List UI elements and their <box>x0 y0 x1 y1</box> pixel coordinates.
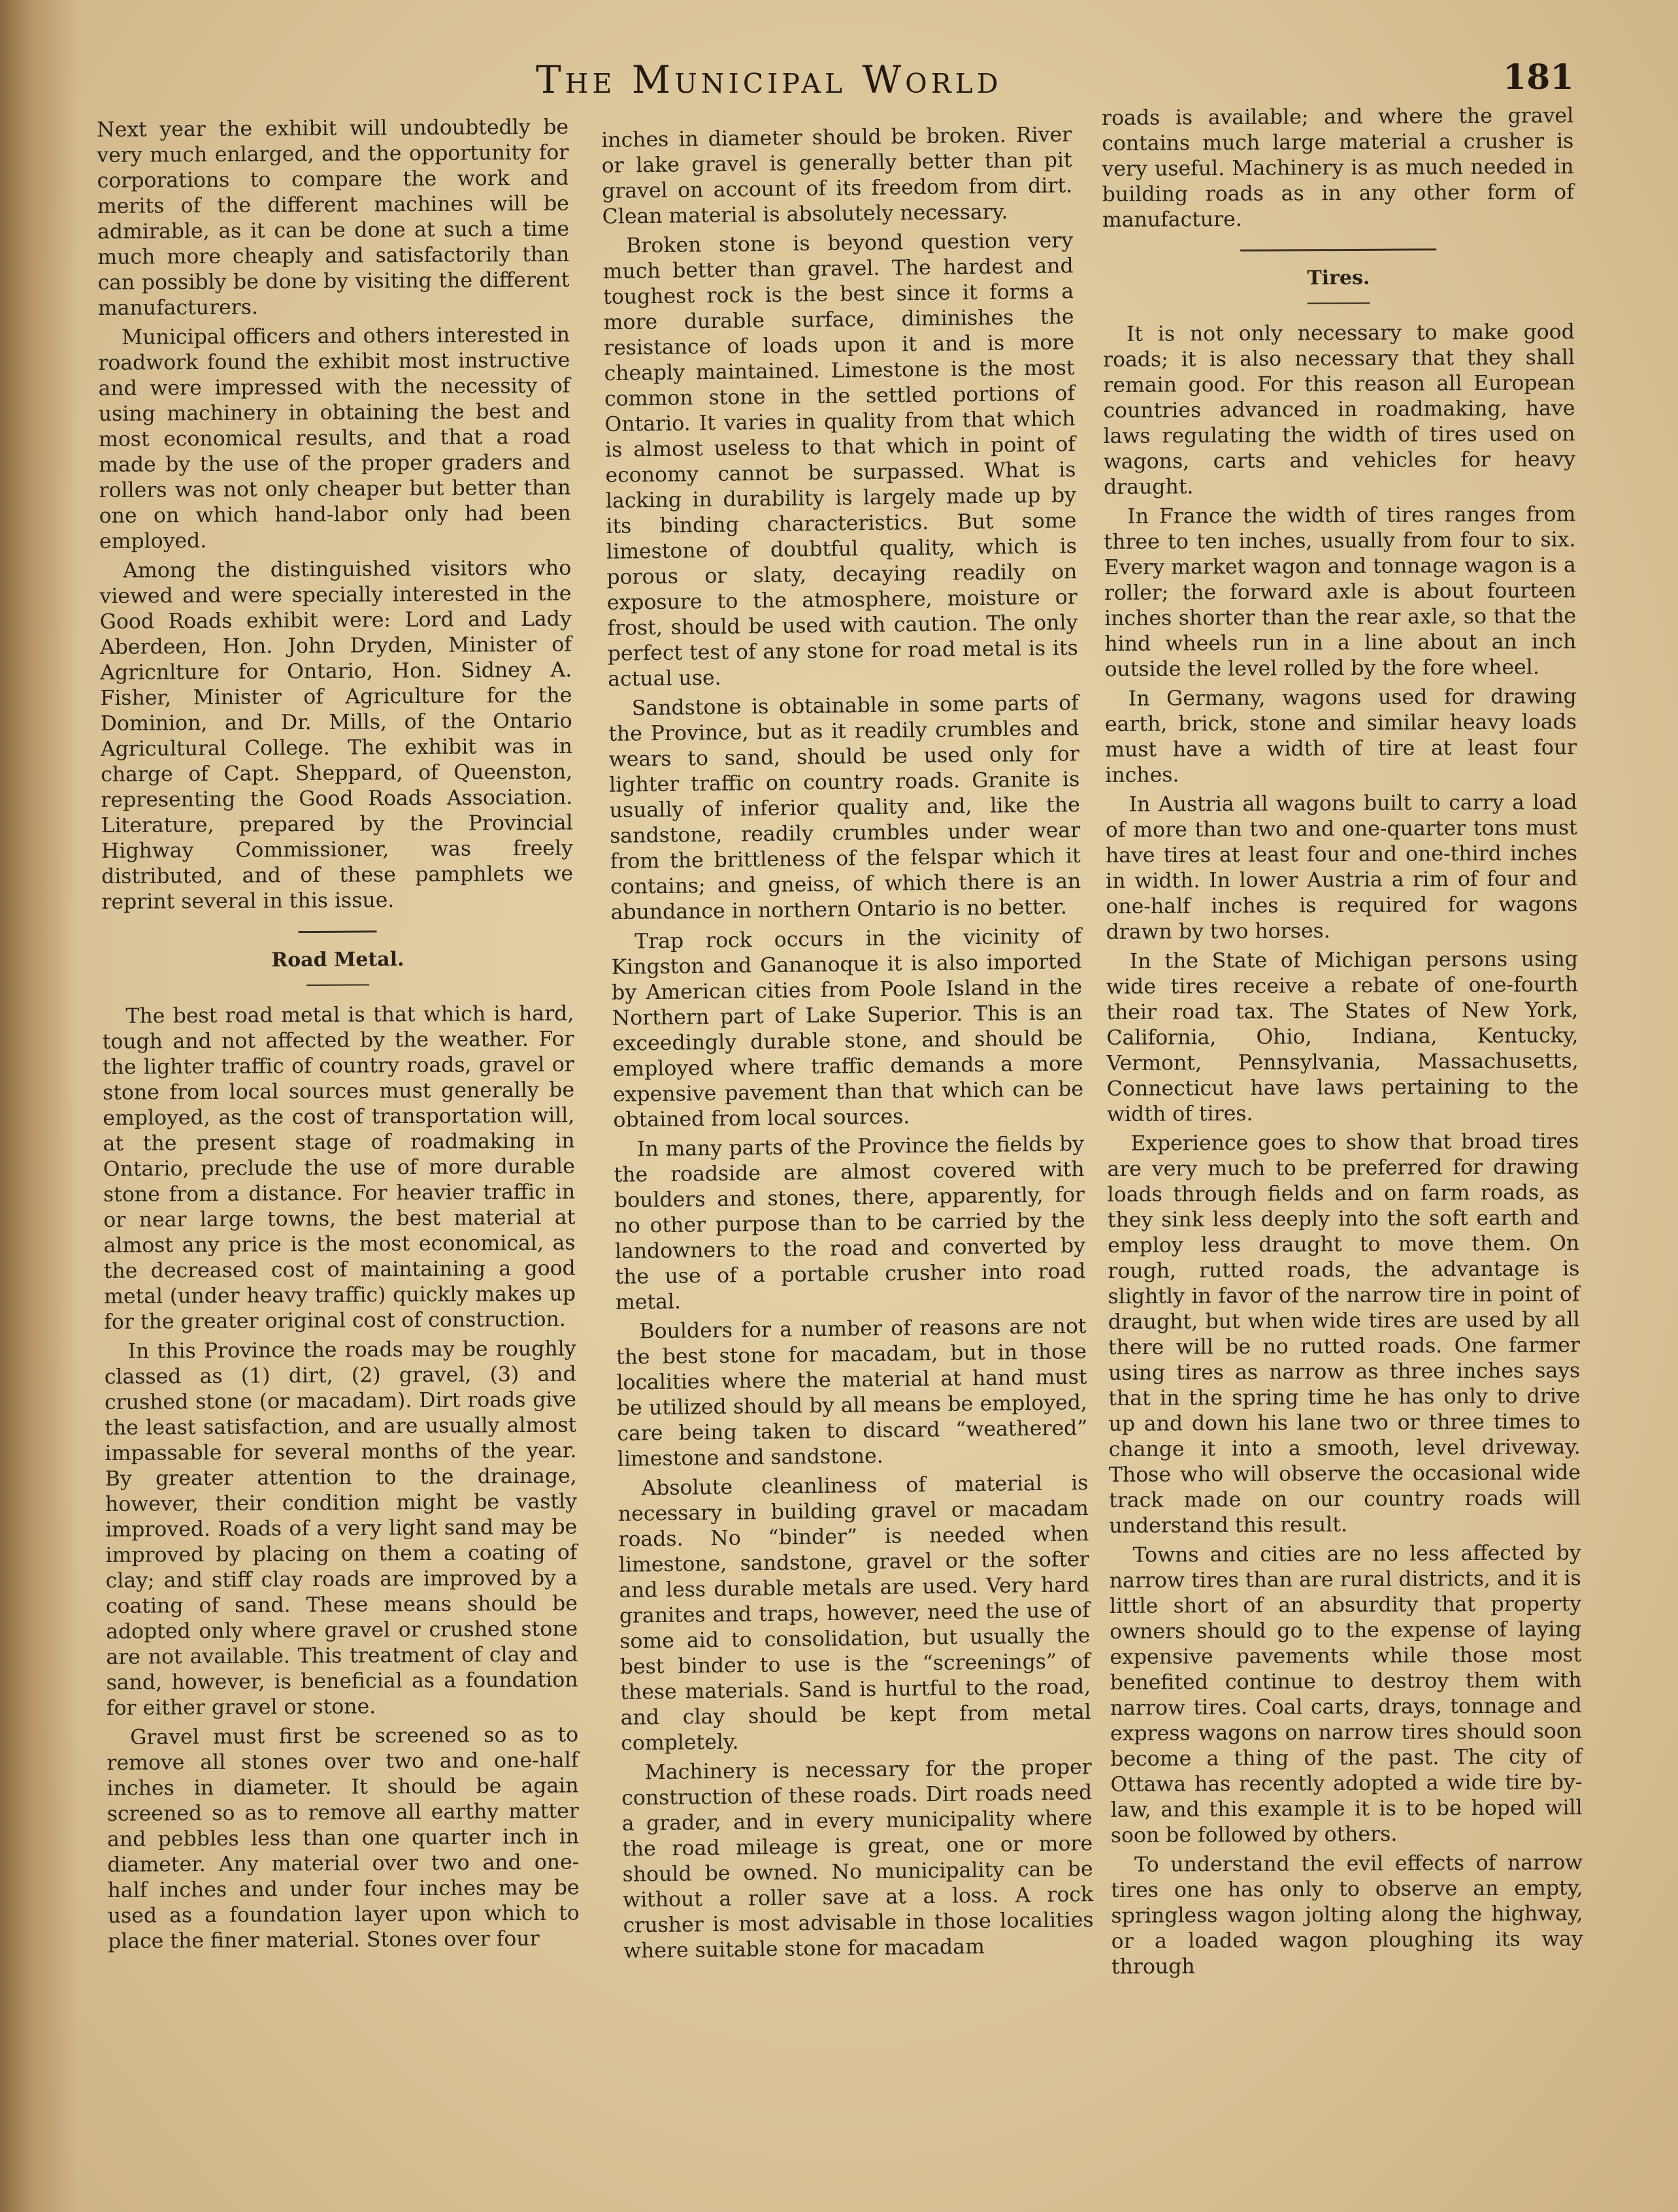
paragraph: Machinery is necessary for the proper construction of these roads. Dirt roads need a grader, and in every municipality where the road mileage is great, one or more should be owned. No municipality can be without a roller save at a loss. A rock crusher is most advisable in those localities where suitable stone for macadam <box>621 1755 1094 1963</box>
section-heading: Tires. <box>1307 266 1370 290</box>
paragraph: In Germany, wagons used for drawing earth, brick, stone and similar heavy loads must have a width of tire at least four inches. <box>1104 685 1577 787</box>
paragraph: roads is available; and where the gravel contains much large material a crusher is very useful. Machinery is as much needed in building roads as in any other form of manufacture. <box>1102 104 1574 232</box>
binding-shadow <box>0 0 78 2212</box>
paragraph: In this Province the roads may be roughly classed as (1) dirt, (2) gravel, (3) and crushed stone (or macadam). Dirt roads give the least satisfaction, and are usually almost impassable for several months of the year. By greater attention to the drainage, however, their condition might be vastly improved. Roads of a very light sand may be improved by placing on them a coating of clay; and stiff clay roads are improved by a coating of sand. These means should be adopted only where gravel or crushed stone are not available. This treatment of clay and sand, however, is beneficial as a foundation for either gravel or stone. <box>104 1337 578 1720</box>
divider <box>1308 302 1370 304</box>
column-3 <box>1102 103 1583 1984</box>
column-2 <box>601 122 1094 1968</box>
paragraph: Broken stone is beyond question very much better than gravel. The hardest and toughest rock is the best since it forms a more durable surface, diminishes the resistance of loads upon it and is more cheaply maintained. Limestone is the most common stone in the settled portions of Ontario. It varies in quality from that which is almost useless to that which in point of economy cannot be surpassed. What is lacking in durability is largely made up by its binding characteristics. But some limestone of doubtful quality, which is porous or slaty, decaying readily on exposure to the atmosphere, moisture or frost, should be used with caution. The only perfect test of any stone for road metal is its actual use. <box>602 229 1079 691</box>
paragraph: Gravel must first be screened so as to remove all stones over two and one-half inches in diameter. It should be again screened so as to remove all earthy matter and pebbles less than one quarter inch in diameter. Any material over two and one-half inches and under four inches may be used as a foundation layer upon which to place the finer material. Stones over four <box>107 1723 580 1953</box>
page-header <box>536 57 1581 110</box>
paragraph: Trap rock occurs in the vicinity of Kingston and Gananoque it is also imported by American cities from Poole Island in the Northern part of Lake Superior. This is an exceedingly durable stone, and should be employed where traffic demands a more expensive pavement than that which can be obtained from local sources. <box>611 924 1084 1132</box>
paragraph: Among the distinguished visitors who viewed and were specially interested in the Good Roads exhibit were: Lord and Lady Aberdeen, Hon. John Dryden, Minister of Agricnlture for Ontario, Hon. Sidney A. Fisher, Minister of Agriculture for the Dominion, and Dr. Mills, of the Ontario Agricultural College. The exhibit was in charge of Capt. Sheppard, of Queenston, representing the Good Roads Association. Literature, prepared by the Provincial Highway Commissioner, was freely distributed, and of these pamphlets we reprint several in this issue. <box>99 556 574 914</box>
paragraph: In Austria all wagons built to carry a load of more than two and one-quarter tons must have tires at least four and one-third inches in width. In lower Austria a rim of four and one-half inches is required for wagons drawn by two horses. <box>1105 790 1578 944</box>
paragraph: Municipal officers and others interested in roadwork found the exhibit most instructive and were impressed with the necessity of using machinery in obtaining the best and most economical results, and that a road made by the use of the proper graders and rollers was not only cheaper but better than one on which hand-labor only had been employed. <box>98 323 571 553</box>
divider <box>1240 248 1436 252</box>
paragraph: Sandstone is obtainable in some parts of the Province, but as it readily crumbles and wears to sand, should be used only for lighter traffic on country roads. Granite is usually of inferior quality and, like the sandstone, readily crumbles under wear from the brittleness of the felspar which it contains; and gneiss, of which there is an abundance in northern Ontario is no better. <box>608 691 1081 924</box>
column-1 <box>97 115 580 1959</box>
paragraph: Boulders for a number of reasons are not the best stone for macadam, but in those localities where the material at hand must be utilized should by all means be employed, care being taken to discard “weathered” limestone and sandstone. <box>616 1314 1088 1471</box>
paragraph: In the State of Michigan persons using wide tires receive a rebate of one-fourth their road tax. The States of New York, California, Ohio, Indiana, Kentucky, Vermont, Pennsylvania, Massachusetts, Connecticut have laws pertaining to the width of tires. <box>1106 947 1579 1126</box>
paragraph: Towns and cities are no less affected by narrow tires than are rural districts, and it is little short of an absurdity that property owners should go to the expense of laying expensive pavements while those most benefited continue to destroy them with narrow tires. Coal carts, drays, tonnage and express wagons on narrow tires should soon become a thing of the past. The city of Ottawa has recently adopted a wide tire by-law, and this example it is to be hoped will soon be followed by others. <box>1109 1541 1583 1847</box>
paragraph: To understand the evil effects of narrow tires one has only to observe an empty, springless wagon jolting along the highway, or a loaded wagon ploughing its way through <box>1111 1851 1583 1979</box>
paragraph: In many parts of the Province the fields by the roadside are almost covered with boulders and stones, there, apparently, for no other purpose than to be carried by the landowners to the road and converted by the use of a portable crusher into road metal. <box>614 1132 1086 1314</box>
paragraph: Next year the exhibit will undoubtedly be very much enlarged, and the opportunity for corporations to compare the work and merits of the different machines will be admirable, as it can be done at such a time much more cheaply and satisfactorily than can possibly be done by visiting the different manufacturers. <box>97 115 570 320</box>
paragraph: In France the width of tires ranges from three to ten inches, usually from four to six. Every market wagon and tonnage wagon is a roller; the forward axle is about fourteen inches shorter than the rear axle, so that the hind wheels run in a line about an inch outside the level rolled by the fore wheel. <box>1104 502 1577 681</box>
paragraph: Absolute cleanliness of material is necessary in building gravel or macadam roads. No “binder” is needed when limestone, sandstone, gravel or the softer and less durable metals are used. Very hard granites and traps, however, need the use of some aid to consolidation, but usually the best binder to use is the “screenings” of these materials. Sand is hurtful to the road, and clay should be kept from metal completely. <box>617 1471 1091 1755</box>
paragraph: It is not only necessary to make good roads; it is also necessary that they shall remain good. For this reason all European countries advanced in roadmaking, have laws regulating the width of tires used on wagons, carts and vehicles for heavy draught. <box>1102 320 1575 499</box>
divider <box>299 930 377 933</box>
divider <box>306 984 369 986</box>
publication-title: The Municipal World <box>536 57 1002 102</box>
page-number: 181 <box>1503 57 1574 97</box>
paragraph: The best road metal is that which is hard, tough and not affected by the weather. For the lighter traffic of country roads, gravel or stone from local sources must generally be employed, as the cost of transportation will, at the present stage of roadmaking in Ontario, preclude the use of more durable stone from a distance. For heavier traffic in or near large towns, the best material at almost any price is the most economical, as the decreased cost of maintaining a good metal (under heavy traffic) quickly makes up for the greater original cost of construction. <box>102 1001 576 1334</box>
section-heading: Road Metal. <box>271 948 404 972</box>
paragraph: inches in diameter should be broken. River or lake gravel is generally better than pit gravel on account of its freedom from dirt. Clean material is absolutely necessary. <box>601 123 1073 229</box>
paragraph: Experience goes to show that broad tires are very much to be preferred for drawing loads through fields and on farm roads, as they sink less deeply into the soft earth and employ less draught to move them. On rough, rutted roads, the advantage is slightly in favor of the narrow tire in point of draught, but when wide tires are used by all there will be no rutted roads. One farmer using tires as narrow as three inches says that in the spring time he has only to drive up and down his lane two or three times to change it into a smooth, level driveway. Those who will observe the occasional wide track made on our country roads will understand this result. <box>1107 1130 1581 1538</box>
